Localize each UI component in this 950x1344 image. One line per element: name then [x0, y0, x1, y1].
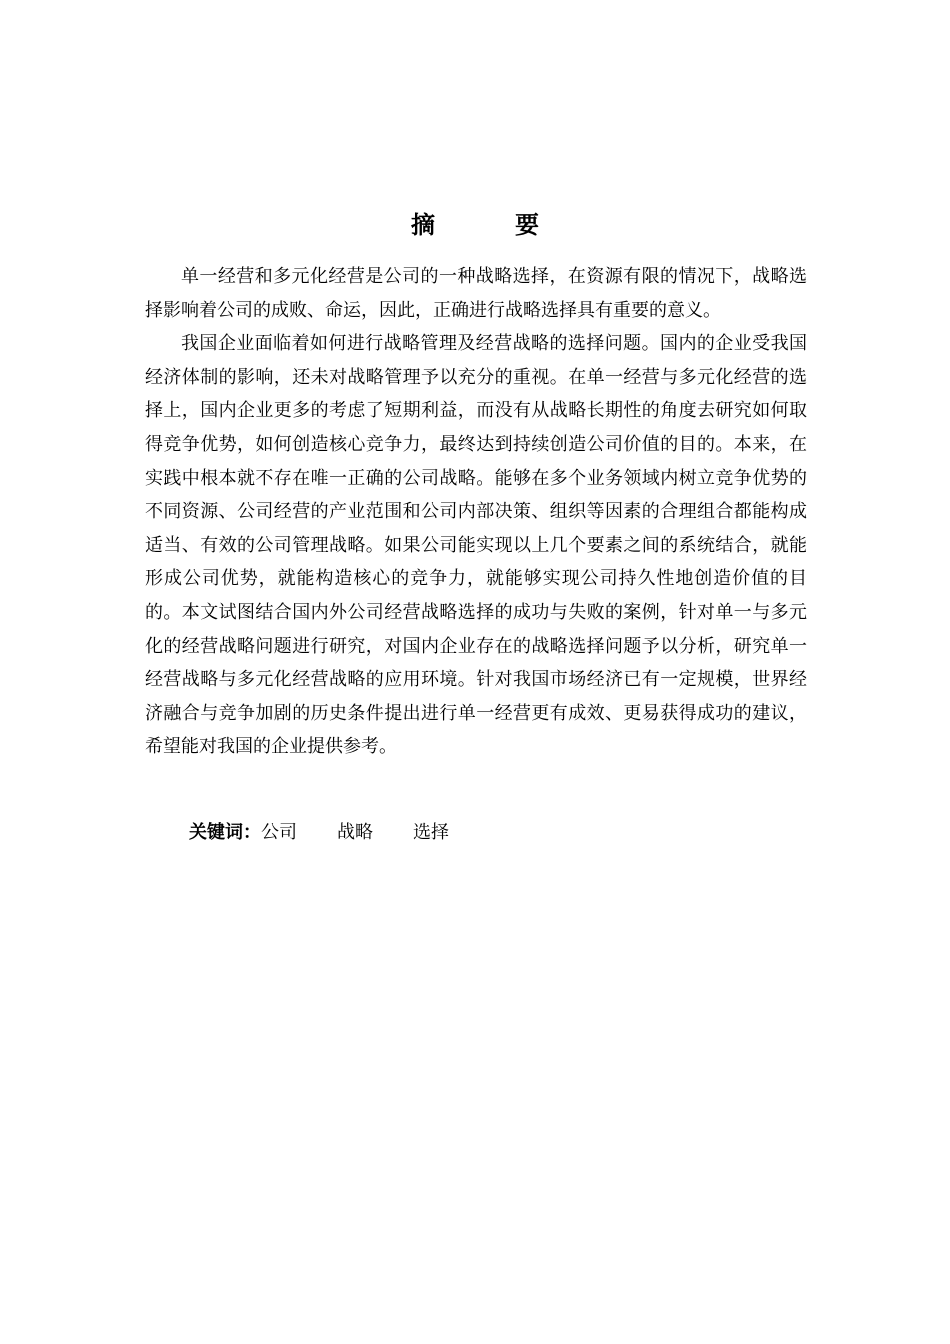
keyword-item: 选择 — [413, 822, 449, 843]
abstract-paragraph-1: 单一经营和多元化经营是公司的一种战略选择，在资源有限的情况下，战略选择影响着公司的成败、命运，因此，正确进行战略选择具有重要的意义。 — [145, 266, 807, 321]
keywords-line — [189, 818, 449, 848]
keyword-item: 公司 — [261, 822, 297, 843]
keywords-label: 关键词： — [189, 822, 261, 843]
abstract-body — [145, 260, 807, 764]
keyword-item: 战略 — [337, 822, 373, 843]
abstract-title: 摘 要 — [411, 211, 567, 239]
abstract-paragraph-2: 我国企业面临着如何进行战略管理及经营战略的选择问题。国内的企业受我国经济体制的影响，还未对战略管理予以充分的重视。在单一经营与多元化经营的选择上，国内企业更多的考虑了短期利益，而没有从战略长期性的角度去研究如何取得竞争优势，如何创造核心竞争力，最终达到持续创造公司价值的目的。本来，在实践中根本就不存在唯一正确的公司战略。能够在多个业务领域内树立竞争优势的不同资源、公司经营的产业范围和公司内部决策、组织等因素的合理组合都能构成适当、有效的公司管理战略。如果公司能实现以上几个要素之间的系统结合，就能形成公司优势，就能构造核心的竞争力，就能够实现公司持久性地创造价值的目的。本文试图结合国内外公司经营战略选择的成功与失败的案例，针对单一与多元化的经营战略问题进行研究，对国内企业存在的战略选择问题予以分析，研究单一经营战略与多元化经营战略的应用环境。针对我国市场经济已有一定规模，世界经济融合与竞争加剧的历史条件提出进行单一经营更有成效、更易获得成功的建议，希望能对我国的企业提供参考。 — [145, 333, 807, 758]
